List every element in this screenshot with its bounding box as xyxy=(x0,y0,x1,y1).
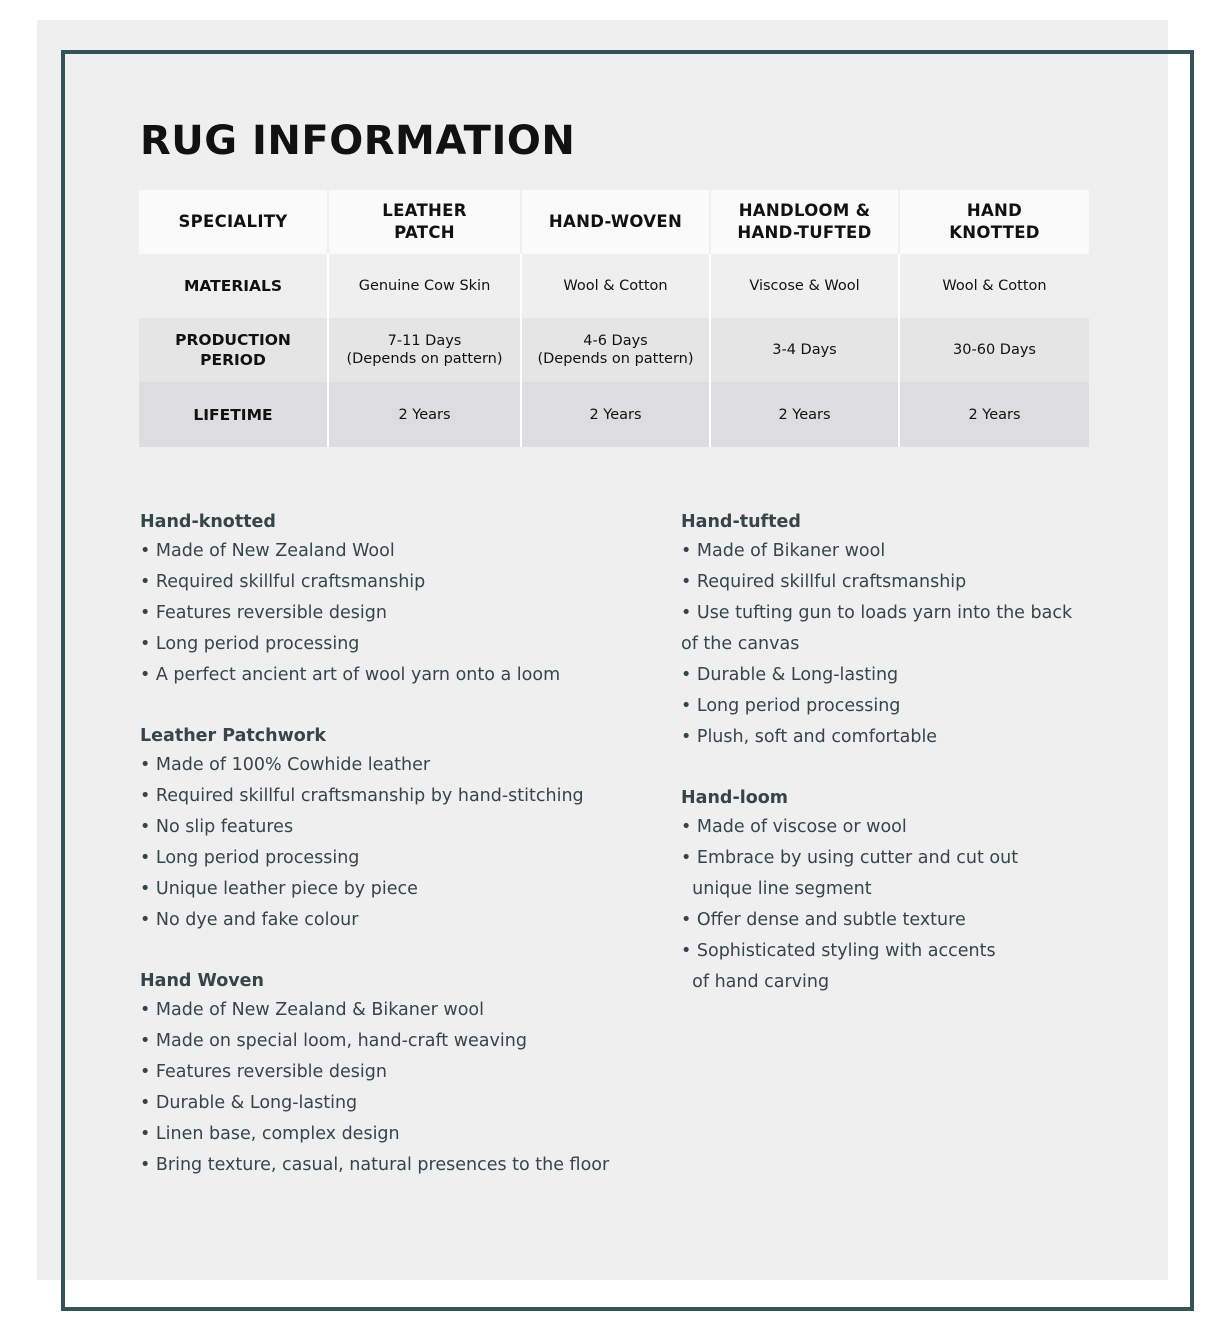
list-item: • Durable & Long-lasting xyxy=(681,665,899,685)
table-cell: 2 Years xyxy=(521,382,710,447)
bullet-list xyxy=(140,536,640,691)
list-item: • No slip features xyxy=(140,817,294,837)
list-item: • Plush, soft and comfortable xyxy=(681,727,938,747)
list-item: • Linen base, complex design xyxy=(140,1124,400,1144)
list-item: • Sophisticated styling with accents xyxy=(681,941,996,961)
section-leather-patchwork xyxy=(140,722,640,936)
header-handloom-label: HANDLOOM & HAND-TUFTED xyxy=(737,201,872,242)
list-item: • Made of viscose or wool xyxy=(681,817,907,837)
section-hand-knotted xyxy=(140,508,640,691)
table-cell: 7-11 Days (Depends on pattern) xyxy=(328,318,521,382)
header-hand-knotted-label: HAND KNOTTED xyxy=(949,201,1040,242)
section-hand-tufted xyxy=(681,508,1101,753)
section-title: Leather Patchwork xyxy=(140,726,327,746)
list-item: • Unique leather piece by piece xyxy=(140,879,418,899)
list-item: • Required skillful craftsmanship xyxy=(140,572,426,592)
list-item: of the canvas xyxy=(681,634,800,654)
header-leather-patch-label: LEATHER PATCH xyxy=(382,201,467,242)
section-title: Hand Woven xyxy=(140,971,264,991)
header-speciality: SPECIALITY xyxy=(139,190,328,254)
table-row xyxy=(139,382,1089,447)
table-cell: Wool & Cotton xyxy=(521,254,710,318)
list-item: • Long period processing xyxy=(681,696,901,716)
section-title: Hand-knotted xyxy=(140,512,276,532)
table-cell: 3-4 Days xyxy=(710,318,899,382)
table-cell: 4-6 Days (Depends on pattern) xyxy=(521,318,710,382)
list-item: • Offer dense and subtle texture xyxy=(681,910,966,930)
list-item: • Made of Bikaner wool xyxy=(681,541,886,561)
list-item: of hand carving xyxy=(681,972,830,992)
table-cell: Genuine Cow Skin xyxy=(328,254,521,318)
table-row xyxy=(139,254,1089,318)
section-title: Hand-loom xyxy=(681,788,788,808)
list-item: unique line segment xyxy=(681,879,872,899)
list-item: • Long period processing xyxy=(140,848,360,868)
left-description-column xyxy=(140,508,640,1212)
bullet-list xyxy=(140,750,640,936)
table-cell: 2 Years xyxy=(710,382,899,447)
list-item: • Made on special loom, hand-craft weaving xyxy=(140,1031,527,1051)
header-leather-patch xyxy=(328,190,521,254)
list-item: • Made of New Zealand Wool xyxy=(140,541,395,561)
table-cell: 2 Years xyxy=(328,382,521,447)
table-cell: 30-60 Days xyxy=(899,318,1089,382)
right-description-column xyxy=(681,508,1101,1029)
list-item: • Features reversible design xyxy=(140,603,387,623)
list-item: • Durable & Long-lasting xyxy=(140,1093,358,1113)
row-label-lifetime: LIFETIME xyxy=(139,382,328,447)
page-title: RUG INFORMATION xyxy=(140,118,576,164)
section-title: Hand-tufted xyxy=(681,512,801,532)
list-item: • Embrace by using cutter and cut out xyxy=(681,848,1019,868)
table-row xyxy=(139,318,1089,382)
list-item: • A perfect ancient art of wool yarn onto a loom xyxy=(140,665,561,685)
list-item: • No dye and fake colour xyxy=(140,910,359,930)
table-cell: 2 Years xyxy=(899,382,1089,447)
row-label-materials: MATERIALS xyxy=(139,254,328,318)
bullet-list xyxy=(681,536,1101,753)
list-item: • Bring texture, casual, natural presences to the floor xyxy=(140,1155,610,1175)
list-item: • Made of New Zealand & Bikaner wool xyxy=(140,1000,484,1020)
header-hand-knotted xyxy=(899,190,1089,254)
bullet-list xyxy=(140,995,640,1181)
section-hand-loom xyxy=(681,784,1101,998)
table-cell: Viscose & Wool xyxy=(710,254,899,318)
rug-comparison-table xyxy=(139,190,1089,447)
row-label-production-period xyxy=(139,318,328,382)
section-hand-woven xyxy=(140,967,640,1181)
bullet-list xyxy=(681,812,1101,998)
table-cell: Wool & Cotton xyxy=(899,254,1089,318)
list-item: • Required skillful craftsmanship by hand-stitching xyxy=(140,786,584,806)
row-label-production-period-text: PRODUCTION PERIOD xyxy=(175,331,291,369)
list-item: • Use tufting gun to loads yarn into the back xyxy=(681,603,1073,623)
table-header-row xyxy=(139,190,1089,254)
list-item: • Long period processing xyxy=(140,634,360,654)
list-item: • Required skillful craftsmanship xyxy=(681,572,967,592)
header-hand-woven: HAND-WOVEN xyxy=(521,190,710,254)
header-handloom-hand-tufted xyxy=(710,190,899,254)
list-item: • Features reversible design xyxy=(140,1062,387,1082)
list-item: • Made of 100% Cowhide leather xyxy=(140,755,431,775)
